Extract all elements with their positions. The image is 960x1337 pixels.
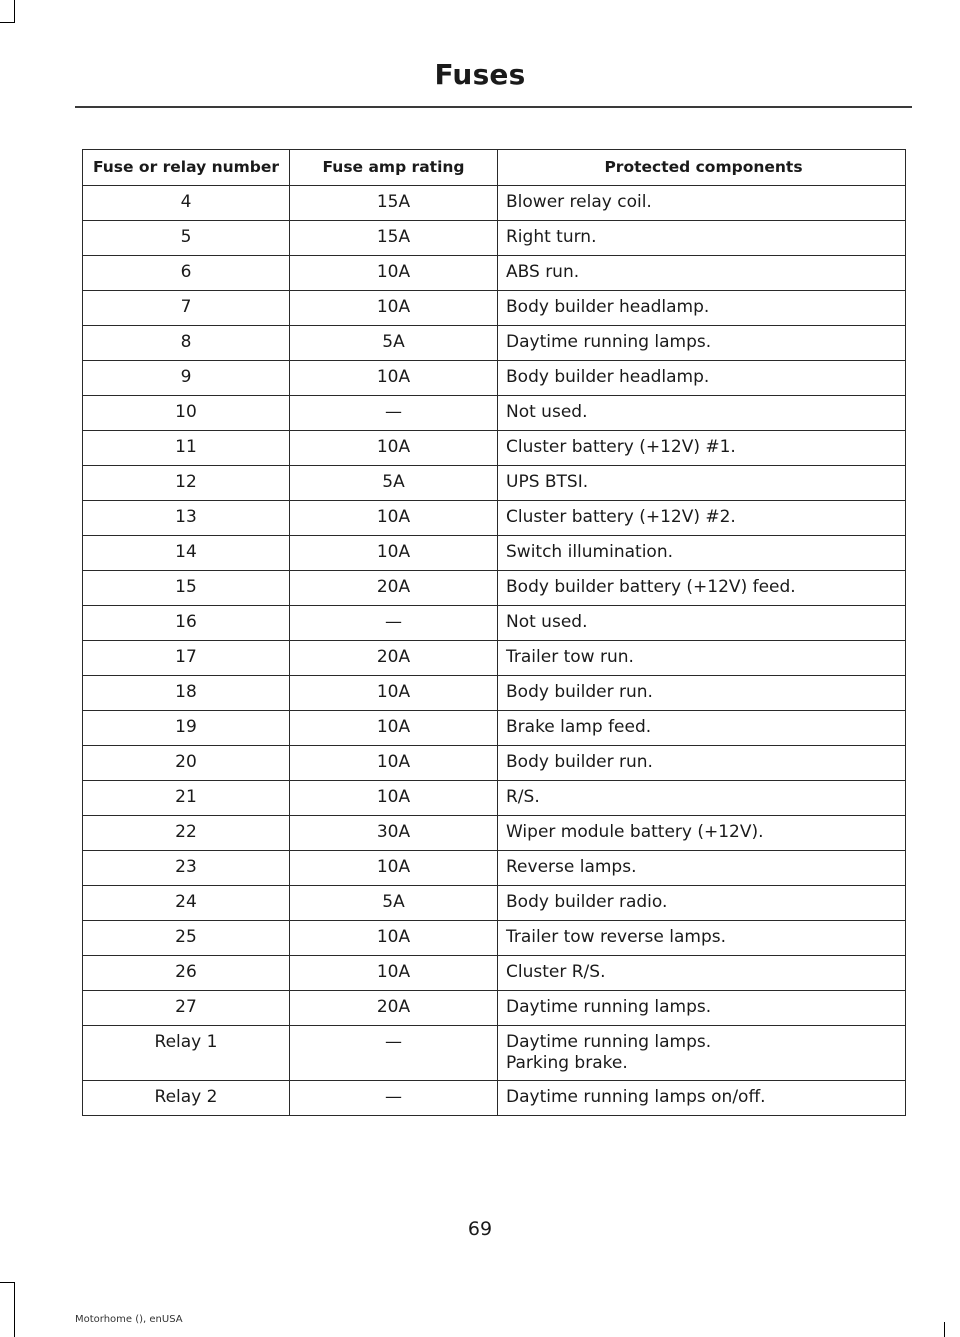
protected-components-cell	[498, 326, 906, 361]
fuse-number: 26	[175, 962, 197, 982]
fuse-number-cell	[83, 1026, 290, 1081]
table-row	[83, 641, 906, 676]
fuse-number: 13	[175, 507, 197, 527]
amp-rating: 15A	[376, 227, 411, 247]
amp-rating: 10A	[376, 507, 411, 527]
fuse-number: 16	[175, 612, 197, 632]
protected-component-line: Cluster battery (+12V) #1.	[506, 437, 736, 457]
fuse-number-cell	[83, 641, 290, 676]
protected-component-line: Body builder run.	[506, 752, 653, 772]
amp-rating: 10A	[376, 857, 411, 877]
amp-rating-cell	[290, 501, 498, 536]
fuse-number-cell	[83, 606, 290, 641]
fuse-number: 21	[175, 787, 197, 807]
document-footer: Motorhome (), enUSA	[75, 1314, 183, 1325]
fuse-number-cell	[83, 921, 290, 956]
amp-rating-cell	[290, 746, 498, 781]
amp-rating: 20A	[376, 577, 411, 597]
protected-component-line: Reverse lamps.	[506, 857, 637, 877]
page-title: Fuses	[434, 58, 526, 91]
protected-components-cell	[498, 186, 906, 221]
amp-rating: —	[385, 402, 402, 422]
protected-components	[506, 221, 905, 248]
amp-rating: 10A	[376, 682, 411, 702]
fuse-number: 19	[175, 717, 197, 737]
protected-component-line: Trailer tow run.	[506, 647, 634, 667]
protected-components	[506, 991, 905, 1018]
fuse-number-cell	[83, 851, 290, 886]
protected-components-cell	[498, 536, 906, 571]
table-row	[83, 326, 906, 361]
protected-component-line: Brake lamp feed.	[506, 717, 652, 737]
amp-rating-cell	[290, 326, 498, 361]
table-header-row	[83, 150, 906, 186]
amp-rating-cell	[290, 1026, 498, 1081]
crop-mark-bottom-left-v	[14, 1282, 15, 1337]
fuse-number: 25	[175, 927, 197, 947]
header-protected-components: Protected components	[498, 150, 906, 186]
fuse-number: 5	[180, 227, 192, 247]
protected-component-line: Right turn.	[506, 227, 597, 247]
protected-component-line: Body builder headlamp.	[506, 367, 710, 387]
fuse-number: 18	[175, 682, 197, 702]
table-row	[83, 921, 906, 956]
amp-rating: 30A	[376, 822, 411, 842]
protected-components-cell	[498, 711, 906, 746]
protected-components	[506, 256, 905, 283]
protected-component-line: ABS run.	[506, 262, 580, 282]
title-divider	[75, 106, 912, 108]
amp-rating-cell	[290, 816, 498, 851]
fuse-number-cell	[83, 221, 290, 256]
table-row	[83, 536, 906, 571]
fuse-number: 14	[175, 542, 197, 562]
amp-rating: 10A	[376, 927, 411, 947]
fuse-number-cell	[83, 431, 290, 466]
amp-rating-cell	[290, 256, 498, 291]
table-row	[83, 711, 906, 746]
protected-component-line: Cluster battery (+12V) #2.	[506, 507, 736, 527]
fuse-table-body	[83, 186, 906, 1116]
table-row	[83, 781, 906, 816]
fuse-number-cell	[83, 956, 290, 991]
protected-components	[506, 746, 905, 773]
table-row	[83, 221, 906, 256]
protected-components-cell	[498, 256, 906, 291]
protected-component-line: Trailer tow reverse lamps.	[506, 927, 727, 947]
table-row	[83, 431, 906, 466]
protected-component-line: Not used.	[506, 612, 588, 632]
table-row	[83, 956, 906, 991]
fuse-number-cell	[83, 326, 290, 361]
protected-components	[506, 326, 905, 353]
protected-components	[506, 501, 905, 528]
fuse-number: Relay 2	[154, 1087, 218, 1107]
protected-components	[506, 816, 905, 843]
fuse-number-cell	[83, 291, 290, 326]
protected-components-cell	[498, 746, 906, 781]
table-row	[83, 1026, 906, 1081]
fuse-number-cell	[83, 256, 290, 291]
table-row	[83, 886, 906, 921]
crop-mark-top-left-h	[0, 22, 15, 23]
protected-components	[506, 291, 905, 318]
fuse-number: 20	[175, 752, 197, 772]
table-row	[83, 676, 906, 711]
protected-component-line: Switch illumination.	[506, 542, 673, 562]
fuse-number-cell	[83, 676, 290, 711]
amp-rating: —	[385, 1087, 402, 1107]
amp-rating: 10A	[376, 542, 411, 562]
amp-rating: 5A	[382, 332, 405, 352]
header-fuse-number: Fuse or relay number	[83, 150, 290, 186]
amp-rating: 20A	[376, 647, 411, 667]
table-row	[83, 256, 906, 291]
fuse-number-cell	[83, 396, 290, 431]
protected-component-line: Body builder headlamp.	[506, 297, 710, 317]
fuse-number: 17	[175, 647, 197, 667]
amp-rating-cell	[290, 641, 498, 676]
protected-component-line: Blower relay coil.	[506, 192, 652, 212]
amp-rating-cell	[290, 991, 498, 1026]
fuse-number-cell	[83, 186, 290, 221]
amp-rating: —	[385, 1032, 402, 1052]
protected-components	[506, 186, 905, 213]
fuse-number: 23	[175, 857, 197, 877]
protected-components	[506, 886, 905, 913]
protected-components-cell	[498, 641, 906, 676]
amp-rating: 10A	[376, 437, 411, 457]
fuse-number: 24	[175, 892, 197, 912]
protected-components	[506, 431, 905, 458]
protected-components	[506, 361, 905, 388]
protected-component-line: UPS BTSI.	[506, 472, 589, 492]
protected-component-line: Daytime running lamps.	[506, 1032, 712, 1052]
fuse-number: 4	[180, 192, 192, 212]
fuse-number: 10	[175, 402, 197, 422]
fuse-number: 9	[180, 367, 192, 387]
protected-components-cell	[498, 466, 906, 501]
fuse-number-cell	[83, 886, 290, 921]
fuse-number-cell	[83, 816, 290, 851]
fuse-number: 8	[180, 332, 192, 352]
protected-component-line: Body builder radio.	[506, 892, 668, 912]
fuse-number-cell	[83, 991, 290, 1026]
protected-component-line: Body builder run.	[506, 682, 653, 702]
amp-rating: 20A	[376, 997, 411, 1017]
amp-rating-cell	[290, 711, 498, 746]
protected-component-line: Wiper module battery (+12V).	[506, 822, 764, 842]
protected-component-line: Daytime running lamps.	[506, 332, 712, 352]
fuse-number-cell	[83, 571, 290, 606]
fuse-number-cell	[83, 781, 290, 816]
amp-rating-cell	[290, 886, 498, 921]
protected-component-line: Body builder battery (+12V) feed.	[506, 577, 796, 597]
amp-rating-cell	[290, 1081, 498, 1116]
fuse-table	[82, 149, 906, 1116]
protected-components-cell	[498, 921, 906, 956]
protected-component-line: Parking brake.	[506, 1053, 628, 1073]
protected-components	[506, 571, 905, 598]
amp-rating-cell	[290, 851, 498, 886]
amp-rating-cell	[290, 221, 498, 256]
protected-components	[506, 711, 905, 738]
amp-rating: 10A	[376, 297, 411, 317]
crop-mark-top-left-v	[14, 0, 15, 22]
protected-components-cell	[498, 501, 906, 536]
fuse-number: 7	[180, 297, 192, 317]
amp-rating: 10A	[376, 262, 411, 282]
protected-components-cell	[498, 851, 906, 886]
protected-components	[506, 1026, 905, 1074]
amp-rating: 10A	[376, 962, 411, 982]
protected-components	[506, 396, 905, 423]
table-row	[83, 606, 906, 641]
protected-components-cell	[498, 991, 906, 1026]
protected-components-cell	[498, 1081, 906, 1116]
protected-components-cell	[498, 816, 906, 851]
protected-components	[506, 466, 905, 493]
fuse-number: 6	[180, 262, 192, 282]
protected-components-cell	[498, 956, 906, 991]
amp-rating-cell	[290, 186, 498, 221]
protected-components-cell	[498, 571, 906, 606]
amp-rating-cell	[290, 676, 498, 711]
protected-components-cell	[498, 781, 906, 816]
protected-components-cell	[498, 221, 906, 256]
fuse-number: 15	[175, 577, 197, 597]
amp-rating: 10A	[376, 367, 411, 387]
table-row	[83, 746, 906, 781]
amp-rating: 5A	[382, 472, 405, 492]
fuse-number-cell	[83, 746, 290, 781]
protected-components	[506, 1081, 905, 1108]
protected-components-cell	[498, 291, 906, 326]
protected-components	[506, 676, 905, 703]
table-row	[83, 1081, 906, 1116]
fuse-number-cell	[83, 536, 290, 571]
protected-component-line: Not used.	[506, 402, 588, 422]
fuse-number-cell	[83, 1081, 290, 1116]
amp-rating-cell	[290, 571, 498, 606]
protected-components-cell	[498, 1026, 906, 1081]
crop-mark-bottom-right-v	[944, 1322, 945, 1337]
amp-rating-cell	[290, 291, 498, 326]
table-row	[83, 291, 906, 326]
protected-components	[506, 921, 905, 948]
amp-rating-cell	[290, 396, 498, 431]
protected-components	[506, 641, 905, 668]
amp-rating-cell	[290, 361, 498, 396]
amp-rating-cell	[290, 606, 498, 641]
table-row	[83, 501, 906, 536]
amp-rating: 5A	[382, 892, 405, 912]
amp-rating-cell	[290, 536, 498, 571]
crop-mark-bottom-left-h	[0, 1282, 15, 1283]
table-row	[83, 186, 906, 221]
amp-rating: 10A	[376, 717, 411, 737]
table-row	[83, 466, 906, 501]
protected-components-cell	[498, 606, 906, 641]
table-row	[83, 991, 906, 1026]
fuse-number-cell	[83, 711, 290, 746]
protected-components	[506, 851, 905, 878]
amp-rating: —	[385, 612, 402, 632]
amp-rating: 10A	[376, 752, 411, 772]
fuse-number: 11	[175, 437, 197, 457]
fuse-number: 27	[175, 997, 197, 1017]
fuse-number: Relay 1	[154, 1032, 218, 1052]
protected-component-line: R/S.	[506, 787, 540, 807]
fuse-number: 12	[175, 472, 197, 492]
page-number: 69	[467, 1218, 493, 1240]
amp-rating: 15A	[376, 192, 411, 212]
fuse-number-cell	[83, 361, 290, 396]
protected-component-line: Daytime running lamps.	[506, 997, 712, 1017]
table-row	[83, 851, 906, 886]
protected-components-cell	[498, 886, 906, 921]
amp-rating-cell	[290, 921, 498, 956]
protected-components-cell	[498, 396, 906, 431]
amp-rating-cell	[290, 781, 498, 816]
table-row	[83, 361, 906, 396]
table-row	[83, 396, 906, 431]
protected-components-cell	[498, 431, 906, 466]
protected-component-line: Daytime running lamps on/off.	[506, 1087, 766, 1107]
protected-components	[506, 956, 905, 983]
amp-rating-cell	[290, 956, 498, 991]
protected-component-line: Cluster R/S.	[506, 962, 606, 982]
header-amp-rating: Fuse amp rating	[290, 150, 498, 186]
table-row	[83, 816, 906, 851]
fuse-number-cell	[83, 466, 290, 501]
fuse-number-cell	[83, 501, 290, 536]
fuse-number: 22	[175, 822, 197, 842]
protected-components-cell	[498, 361, 906, 396]
protected-components	[506, 606, 905, 633]
amp-rating-cell	[290, 431, 498, 466]
protected-components	[506, 781, 905, 808]
amp-rating: 10A	[376, 787, 411, 807]
protected-components-cell	[498, 676, 906, 711]
amp-rating-cell	[290, 466, 498, 501]
table-row	[83, 571, 906, 606]
protected-components	[506, 536, 905, 563]
